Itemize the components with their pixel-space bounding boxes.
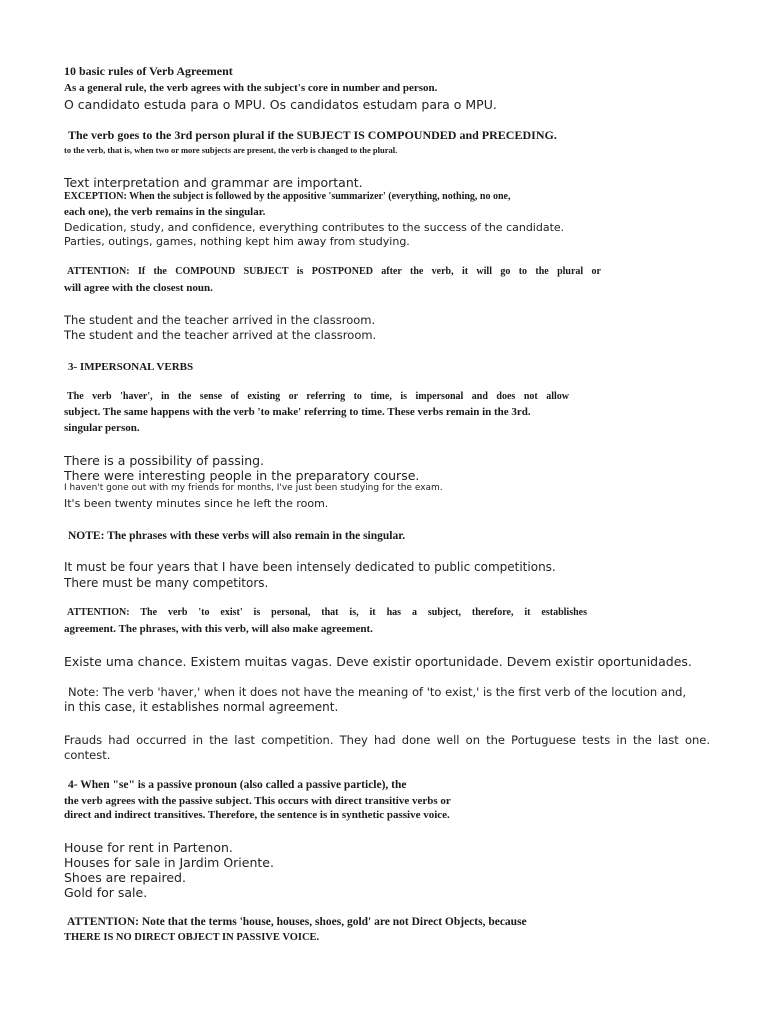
note-text: in this case, it establishes normal agreement.: [64, 700, 339, 714]
attention-note: ATTENTION: Note that the terms 'house, houses, shoes, gold' are not Direct Objects, because: [67, 916, 527, 928]
example-text: House for rent in Partenon.: [64, 840, 233, 855]
attention-note: agreement. The phrases, with this verb, will also make agreement.: [64, 623, 373, 635]
example-text: Frauds had occurred in the last competition. They had done well on the Portuguese tests in the last one.: [64, 733, 710, 747]
example-text: O candidato estuda para o MPU. Os candidatos estudam para o MPU.: [64, 97, 497, 112]
example-text: There were interesting people in the preparatory course.: [64, 468, 420, 483]
example-text: Dedication, study, and confidence, everything contributes to the success of the candidate.: [64, 221, 565, 234]
example-text: Gold for sale.: [64, 885, 148, 900]
example-text: Shoes are repaired.: [64, 870, 186, 885]
exception-note: each one), the verb remains in the singular.: [64, 206, 266, 218]
example-text: There is a possibility of passing.: [64, 453, 265, 468]
example-text: The student and the teacher arrived at the classroom.: [64, 328, 377, 342]
section-heading: 3- IMPERSONAL VERBS: [68, 361, 194, 373]
attention-note: will agree with the closest noun.: [64, 282, 213, 294]
rule-4-statement: the verb agrees with the passive subject. This occurs with direct transitive verbs or: [64, 795, 451, 807]
document-title: 10 basic rules of Verb Agreement: [64, 64, 233, 78]
rule-4-statement: 4- When "se" is a passive pronoun (also called a passive particle), the: [68, 779, 407, 791]
rule-1-statement: As a general rule, the verb agrees with the subject's core in number and person.: [64, 82, 438, 94]
example-text: There must be many competitors.: [64, 576, 269, 590]
exception-note: EXCEPTION: When the subject is followed by the appositive 'summarizer' (everything, nothing, no one,: [64, 191, 511, 202]
note-text: Note: The verb 'haver,' when it does not have the meaning of 'to exist,' is the first verb of the locution and,: [68, 685, 687, 699]
example-text: It must be four years that I have been intensely dedicated to public competitions.: [64, 560, 556, 574]
rule-4-statement: direct and indirect transitives. Therefore, the sentence is in synthetic passive voice.: [64, 809, 450, 821]
note-text: NOTE: The phrases with these verbs will also remain in the singular.: [68, 530, 406, 542]
example-text: Text interpretation and grammar are important.: [64, 175, 363, 190]
attention-note: THERE IS NO DIRECT OBJECT IN PASSIVE VOICE.: [64, 932, 320, 943]
rule-3-statement: singular person.: [64, 422, 140, 434]
rule-3-statement: The verb 'haver', in the sense of existing or referring to time, is impersonal and does not allow: [67, 391, 569, 402]
example-text: Houses for sale in Jardim Oriente.: [64, 855, 274, 870]
rule-3-statement: subject. The same happens with the verb 'to make' referring to time. These verbs remain in the 3rd.: [64, 406, 531, 418]
attention-note: ATTENTION: The verb 'to exist' is personal, that is, it has a subject, therefore, it establishes: [67, 607, 587, 618]
example-text: I haven't gone out with my friends for months, I've just been studying for the exam.: [64, 483, 443, 493]
example-text: Existe uma chance. Existem muitas vagas. Deve existir oportunidade. Devem existir oportunidades.: [64, 654, 692, 669]
example-text: contest.: [64, 748, 111, 762]
rule-2-statement: The verb goes to the 3rd person plural if the SUBJECT IS COMPOUNDED and PRECEDING.: [68, 128, 557, 142]
example-text: It's been twenty minutes since he left the room.: [64, 497, 329, 510]
rule-2-detail: to the verb, that is, when two or more subjects are present, the verb is changed to the plural.: [64, 145, 398, 155]
example-text: The student and the teacher arrived in the classroom.: [64, 313, 376, 327]
example-text: Parties, outings, games, nothing kept him away from studying.: [64, 235, 410, 248]
attention-note: ATTENTION: If the COMPOUND SUBJECT is POSTPONED after the verb, it will go to the plural or: [67, 266, 601, 277]
